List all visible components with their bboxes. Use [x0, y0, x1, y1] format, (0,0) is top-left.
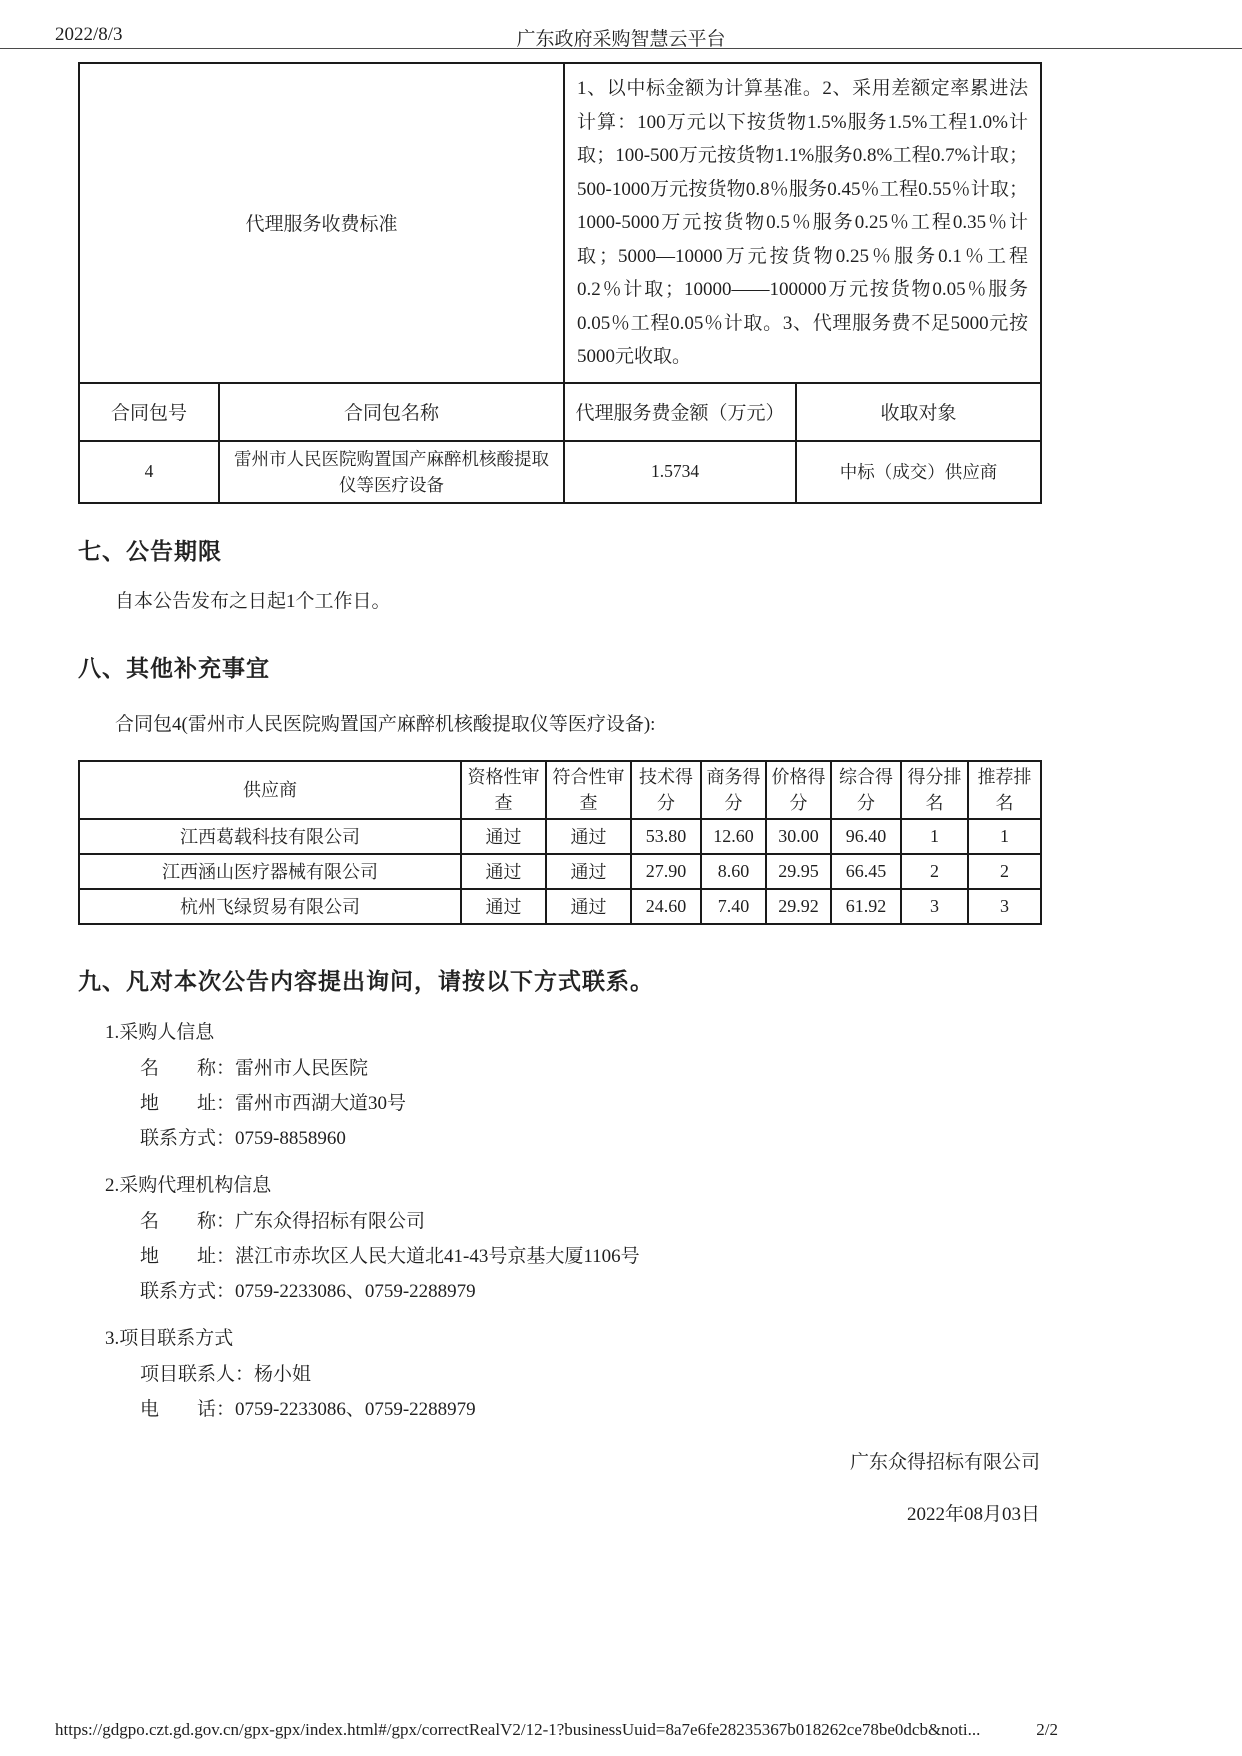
header-title: 广东政府采购智慧云平台	[516, 29, 726, 50]
signature-date: 2022年08月03日	[906, 1503, 1040, 1525]
purchaser-info	[78, 1017, 1040, 1149]
cell-technical: 24.60	[631, 889, 701, 924]
cell-score-rank: 2	[901, 854, 968, 889]
cell-total: 61.92	[831, 889, 901, 924]
cell-qualification: 通过	[461, 819, 546, 854]
fee-table	[78, 62, 1042, 504]
footer-url: https://gdgpo.czt.gd.gov.cn/gpx-gpx/index.html#/gpx/correctRealV2/12-1?businessUuid=8a7e6fe28235367b018262ce78be0dcb&noti...	[55, 1720, 981, 1739]
cell-business: 12.60	[701, 819, 766, 854]
col-business-score: 商务得分	[701, 761, 766, 819]
header-date: 2022/8/3	[55, 24, 123, 45]
col-qualification-review: 资格性审查	[461, 761, 546, 819]
cell-business: 7.40	[701, 889, 766, 924]
print-footer	[55, 1720, 1058, 1740]
section-7-title: 七、公告期限	[78, 537, 222, 564]
cell-supplier: 杭州飞绿贸易有限公司	[79, 889, 461, 924]
cell-conformity: 通过	[546, 889, 631, 924]
evaluation-row-3	[79, 889, 1041, 924]
cell-price: 29.95	[766, 854, 831, 889]
col-package-no: 合同包号	[79, 383, 219, 441]
purchaser-name: 名 称：雷州市人民医院	[140, 1057, 369, 1079]
cell-payer: 中标（成交）供应商	[796, 441, 1041, 503]
signature-block	[78, 1447, 1040, 1526]
col-fee-amount: 代理服务费金额（万元）	[564, 383, 796, 441]
purchaser-address: 地 址：雷州市西湖大道30号	[140, 1092, 407, 1114]
cell-score-rank: 3	[901, 889, 968, 924]
fee-standard-row	[79, 63, 1041, 383]
cell-price: 29.92	[766, 889, 831, 924]
signature-company: 广东众得招标有限公司	[849, 1451, 1040, 1473]
col-score-rank: 得分排名	[901, 761, 968, 819]
cell-technical: 27.90	[631, 854, 701, 889]
col-technical-score: 技术得分	[631, 761, 701, 819]
agency-info	[78, 1170, 1040, 1302]
fee-standard-text: 1、以中标金额为计算基准。2、采用差额定率累进法计算：100万元以下按货物1.5%服务1.5%工程1.0%计取；100-500万元按货物1.1%服务0.8%工程0.7%计取；500-1000万元按货物0.8％服务0.45％工程0.55％计取；1000-5000万元按货物0.5％服务0.25％工程0.35％计取；5000—10000万元按货物0.25％服务0.1％工程0.2％计取；10000——100000万元按货物0.05％服务0.05％工程0.05％计取。3、代理服务费不足5000元按5000元收取。	[564, 63, 1041, 383]
cell-supplier: 江西葛载科技有限公司	[79, 819, 461, 854]
project-phone: 电 话：0759-2233086、0759-2288979	[140, 1398, 476, 1420]
cell-qualification: 通过	[461, 854, 546, 889]
section-8-body: 合同包4(雷州市人民医院购置国产麻醉机核酸提取仪等医疗设备):	[115, 713, 656, 735]
cell-business: 8.60	[701, 854, 766, 889]
cell-score-rank: 1	[901, 819, 968, 854]
col-recommend-rank: 推荐排名	[968, 761, 1041, 819]
evaluation-header-row	[79, 761, 1041, 819]
cell-total: 66.45	[831, 854, 901, 889]
cell-conformity: 通过	[546, 819, 631, 854]
evaluation-table	[78, 760, 1042, 925]
section-8-title: 八、其他补充事宜	[78, 654, 270, 681]
cell-package-name: 雷州市人民医院购置国产麻醉机核酸提取仪等医疗设备	[219, 441, 564, 503]
project-contact-info	[78, 1323, 1040, 1420]
col-supplier: 供应商	[79, 761, 461, 819]
print-header	[0, 0, 1242, 49]
section-9-title: 九、凡对本次公告内容提出询问，请按以下方式联系。	[78, 967, 654, 994]
cell-recommend-rank: 3	[968, 889, 1041, 924]
evaluation-row-1	[79, 819, 1041, 854]
cell-technical: 53.80	[631, 819, 701, 854]
cell-total: 96.40	[831, 819, 901, 854]
col-package-name: 合同包名称	[219, 383, 564, 441]
cell-supplier: 江西涵山医疗器械有限公司	[79, 854, 461, 889]
purchaser-heading: 1.采购人信息	[105, 1021, 215, 1043]
project-contact-person: 项目联系人：杨小姐	[140, 1363, 312, 1385]
agency-name: 名 称：广东众得招标有限公司	[140, 1210, 426, 1232]
fee-standard-label: 代理服务收费标准	[79, 63, 564, 383]
evaluation-row-2	[79, 854, 1041, 889]
col-conformity-review: 符合性审查	[546, 761, 631, 819]
footer-page-number: 2/2	[1036, 1720, 1058, 1739]
project-heading: 3.项目联系方式	[105, 1327, 234, 1349]
fee-table-header-row	[79, 383, 1041, 441]
cell-qualification: 通过	[461, 889, 546, 924]
fee-table-data-row	[79, 441, 1041, 503]
document-content	[78, 62, 1040, 1526]
section-7-body: 自本公告发布之日起1个工作日。	[115, 590, 391, 612]
agency-phone: 联系方式：0759-2233086、0759-2288979	[140, 1280, 476, 1302]
cell-price: 30.00	[766, 819, 831, 854]
col-price-score: 价格得分	[766, 761, 831, 819]
cell-recommend-rank: 2	[968, 854, 1041, 889]
cell-conformity: 通过	[546, 854, 631, 889]
col-total-score: 综合得分	[831, 761, 901, 819]
col-payer: 收取对象	[796, 383, 1041, 441]
cell-fee-amount: 1.5734	[564, 441, 796, 503]
cell-package-no: 4	[79, 441, 219, 503]
purchaser-phone: 联系方式：0759-8858960	[140, 1127, 346, 1149]
agency-heading: 2.采购代理机构信息	[105, 1174, 272, 1196]
agency-address: 地 址：湛江市赤坎区人民大道北41-43号京基大厦1106号	[140, 1245, 640, 1267]
cell-recommend-rank: 1	[968, 819, 1041, 854]
